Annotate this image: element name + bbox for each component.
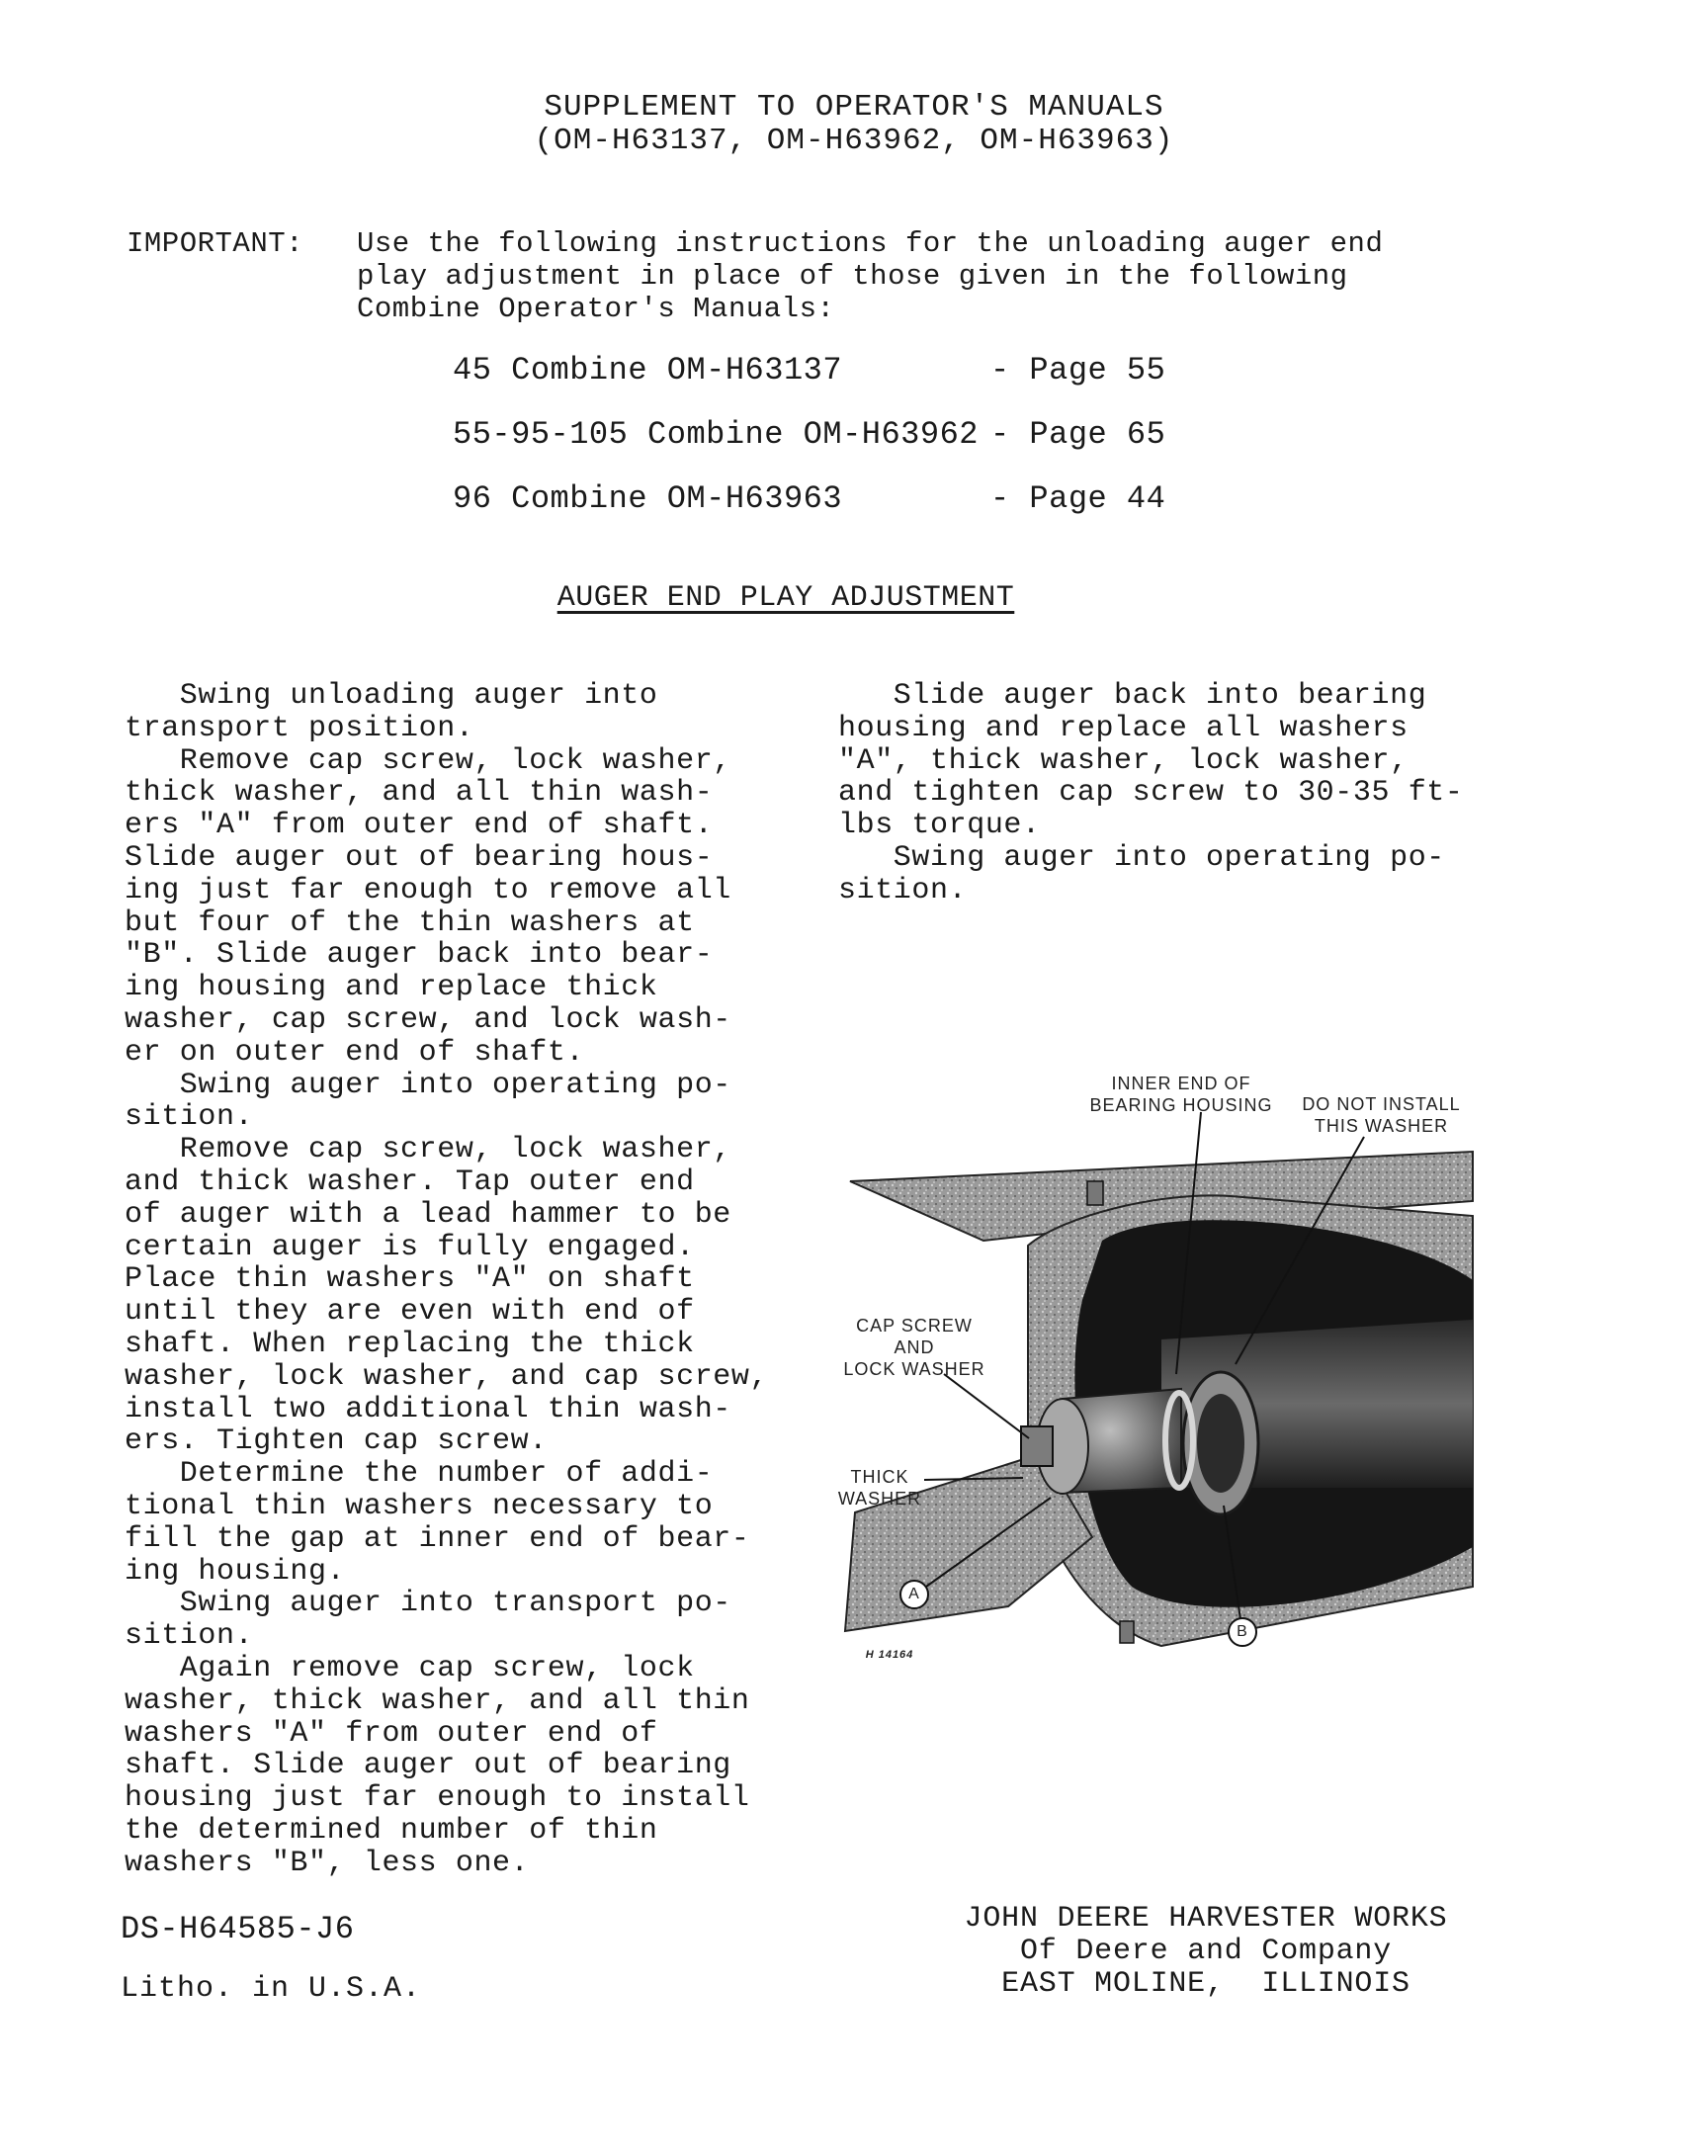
important-line: play adjustment in place of those given in the following xyxy=(357,260,1348,293)
instruction-line: shaft. Slide auger out of bearing xyxy=(125,1749,731,1783)
instruction-line: thick washer, and all thin wash- xyxy=(125,776,714,811)
manual-ref-model: 45 Combine OM-H63137 xyxy=(453,352,843,388)
instruction-line: Swing auger into transport po- xyxy=(125,1587,731,1621)
instruction-line: Swing auger into operating po- xyxy=(125,1068,731,1102)
manual-ref-page: - Page 44 xyxy=(990,480,1166,517)
instruction-line: the determined number of thin xyxy=(125,1813,658,1848)
instruction-line: of auger with a lead hammer to be xyxy=(125,1197,731,1232)
manual-ref-model: 55-95-105 Combine OM-H63962 xyxy=(453,416,979,453)
label-thick-washer: THICK WASHER xyxy=(837,1467,922,1509)
instruction-line: until they are even with end of xyxy=(125,1295,695,1330)
instructions-left-column xyxy=(125,680,816,1879)
manual-ref-page: - Page 65 xyxy=(990,416,1166,453)
document-number: DS-H64585-J6 xyxy=(121,1911,355,1947)
instruction-line: washer, thick washer, and all thin xyxy=(125,1683,750,1718)
instruction-line: washer, cap screw, and lock wash- xyxy=(125,1002,731,1037)
instruction-line: Swing unloading auger into xyxy=(125,679,658,713)
instruction-line: install two additional thin wash- xyxy=(125,1392,731,1426)
instruction-line: Determine the number of addi- xyxy=(125,1457,714,1492)
label-inner-end-bearing-housing: INNER END OF BEARING HOUSING xyxy=(1089,1074,1273,1115)
instruction-line: ing just far enough to remove all xyxy=(125,873,731,907)
instruction-line: sition. xyxy=(125,1619,254,1654)
instruction-line: sition. xyxy=(838,873,968,907)
manual-ref-page: - Page 55 xyxy=(990,352,1166,388)
instruction-line: "B". Slide auger back into bear- xyxy=(125,938,714,973)
instruction-line: Remove cap screw, lock washer, xyxy=(125,1133,731,1167)
auger-bearing-figure xyxy=(835,1073,1478,1666)
instruction-line: ers "A" from outer end of shaft. xyxy=(125,809,714,843)
instructions-right-column xyxy=(838,680,1530,907)
label-cap-screw-lock-washer: CAP SCREW AND LOCK WASHER xyxy=(843,1316,985,1379)
company-line: JOHN DEERE HARVESTER WORKS xyxy=(964,1902,1448,1936)
instruction-line: and tighten cap screw to 30-35 ft- xyxy=(838,776,1464,811)
figure-id: H 14164 xyxy=(865,1649,914,1661)
instruction-line: housing just far enough to install xyxy=(125,1781,750,1816)
instruction-line: but four of the thin washers at xyxy=(125,906,695,940)
instruction-line: washers "A" from outer end of xyxy=(125,1716,658,1751)
instruction-line: Again remove cap screw, lock xyxy=(125,1651,695,1685)
instruction-line: ing housing. xyxy=(125,1554,346,1589)
instruction-line: certain auger is fully engaged. xyxy=(125,1230,695,1264)
header-title: SUPPLEMENT TO OPERATOR'S MANUALS xyxy=(544,90,1164,125)
important-line: Use the following instructions for the unloading auger end xyxy=(357,227,1384,260)
instruction-line: Slide auger back into bearing xyxy=(838,679,1427,713)
callout-b: B xyxy=(1237,1623,1248,1640)
important-label: IMPORTANT: xyxy=(127,227,304,260)
document-header xyxy=(0,91,1708,158)
instruction-line: "A", thick washer, lock washer, xyxy=(838,743,1409,778)
important-text xyxy=(357,227,1543,325)
instruction-line: transport position. xyxy=(125,711,474,745)
instruction-line: sition. xyxy=(125,1100,254,1135)
instruction-line: fill the gap at inner end of bear- xyxy=(125,1521,750,1556)
company-line: EAST MOLINE, ILLINOIS xyxy=(1001,1967,1410,2001)
instruction-line: Slide auger out of bearing hous- xyxy=(125,840,714,875)
company-line: Of Deere and Company xyxy=(1019,1935,1393,1968)
instruction-line: ers. Tighten cap screw. xyxy=(125,1424,548,1459)
instruction-line: tional thin washers necessary to xyxy=(125,1489,714,1523)
instruction-line: Swing auger into operating po- xyxy=(838,840,1445,875)
instruction-line: Remove cap screw, lock washer, xyxy=(125,743,731,778)
instruction-line: washer, lock washer, and cap screw, xyxy=(125,1359,769,1394)
header-manual-numbers: (OM-H63137, OM-H63962, OM-H63963) xyxy=(534,124,1174,158)
manual-ref-model: 96 Combine OM-H63963 xyxy=(453,480,843,517)
instruction-line: housing and replace all washers xyxy=(838,711,1409,745)
instruction-line: ing housing and replace thick xyxy=(125,971,658,1005)
company-address xyxy=(860,1903,1552,2001)
label-do-not-install-washer: DO NOT INSTALL THIS WASHER xyxy=(1302,1094,1461,1136)
instruction-line: shaft. When replacing the thick xyxy=(125,1327,695,1361)
instruction-line: washers "B", less one. xyxy=(125,1846,530,1880)
litho-note: Litho. in U.S.A. xyxy=(121,1972,422,2006)
callout-a: A xyxy=(908,1586,920,1602)
instruction-line: er on outer end of shaft. xyxy=(125,1035,585,1070)
instruction-line: lbs torque. xyxy=(838,809,1041,843)
section-title: AUGER END PLAY ADJUSTMENT xyxy=(556,581,1015,615)
instruction-line: Place thin washers "A" on shaft xyxy=(125,1262,695,1297)
instruction-line: and thick washer. Tap outer end xyxy=(125,1164,695,1199)
important-line: Combine Operator's Manuals: xyxy=(357,293,835,325)
